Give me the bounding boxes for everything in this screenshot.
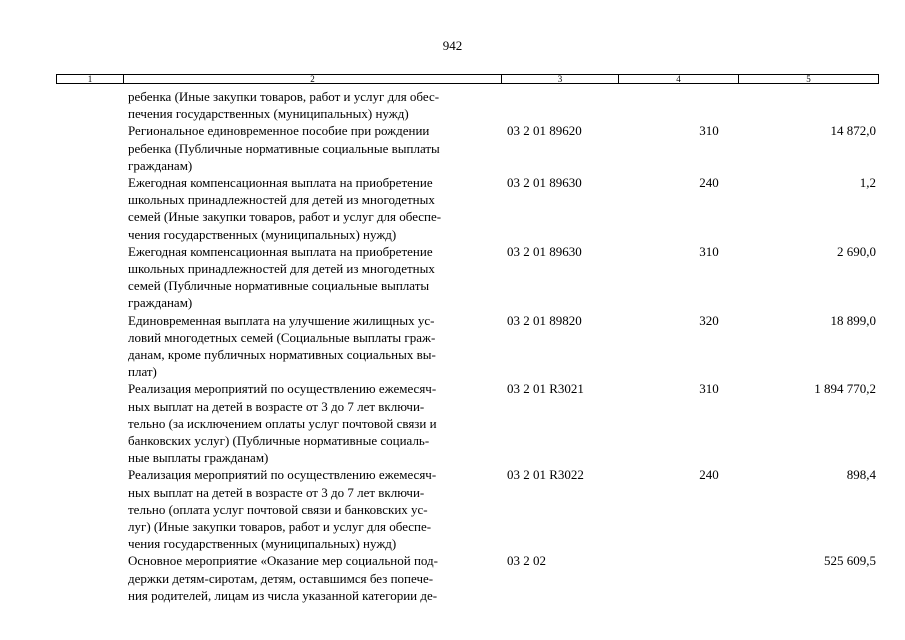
row-amount: 898,4 [846, 467, 876, 483]
row-expense-type [688, 88, 730, 122]
budget-table-body [56, 88, 879, 604]
row-description: Основное мероприятие «Оказание мер социальной под- держки детям-сиротам, детям, оставшимся без попече- ния родителей, лицам из числа указанной категории де- [128, 553, 438, 603]
row-code: 03 2 02 [507, 553, 546, 569]
row-expense-type: 240 [699, 175, 719, 191]
header-col-3: 3 [502, 75, 619, 83]
row-expense-type: 240 [699, 467, 719, 483]
table-header [56, 74, 879, 84]
row-expense-type [688, 552, 730, 604]
header-col-4: 4 [619, 75, 739, 83]
row-amount: 1 894 770,2 [814, 381, 876, 397]
row-expense-type: 310 [699, 381, 719, 397]
row-code: 03 2 01 89630 [507, 243, 582, 259]
row-code: 03 2 01 89630 [507, 175, 582, 191]
table-row [56, 88, 879, 122]
row-description: Региональное единовременное пособие при рождении ребенка (Публичные нормативные социальные выплаты гражданам) [128, 123, 440, 173]
row-amount: 18 899,0 [830, 312, 876, 328]
row-amount: 1,2 [859, 175, 876, 191]
row-description: Единовременная выплата на улучшение жилищных ус- ловий многодетных семей (Социальные выплаты граж- данам, кроме публичных нормативных социальных вы- плат) [128, 312, 436, 380]
row-description: Реализация мероприятий по осуществлению ежемесяч- ных выплат на детей в возрасте от 3 до 7 лет включи- тельно (оплата услуг почтовой связи и банковских ус- луг) (Иные закупки товаров, работ и услуг для обеспе- чения государственных (муниципальных) нужд) [128, 467, 437, 552]
page-number: 942 [442, 38, 463, 53]
row-expense-type: 320 [699, 312, 719, 328]
row-code: 03 2 01 89620 [507, 123, 582, 139]
header-col-5: 5 [806, 74, 811, 84]
row-description: Ежегодная компенсационная выплата на приобретение школьных принадлежностей для детей из многодетных семей (Публичные нормативные социальные выплаты гражданам) [128, 243, 435, 311]
table-row [56, 243, 879, 312]
table-row [56, 380, 879, 466]
header-col-1: 1 [57, 75, 124, 83]
row-code: 03 2 01 R3022 [507, 467, 584, 483]
table-row [56, 122, 879, 174]
row-description: Реализация мероприятий по осуществлению ежемесяч- ных выплат на детей в возрасте от 3 до 7 лет включи- тельно (за исключением оплаты услуг почтовой связи и банковских услуг) (Публичные нормативные социаль- ные выплаты гражданам) [128, 381, 437, 466]
table-row [56, 312, 879, 381]
row-code: 03 2 01 R3021 [507, 381, 584, 397]
row-amount: 525 609,5 [824, 553, 876, 569]
row-amount [730, 88, 879, 122]
row-description: Ежегодная компенсационная выплата на приобретение школьных принадлежностей для детей из многодетных семей (Иные закупки товаров, работ и услуг для обеспе- чения государственных (муниципальных) нужд) [128, 175, 442, 242]
table-row [56, 466, 879, 552]
row-code [493, 88, 643, 122]
row-code: 03 2 01 89820 [507, 312, 582, 328]
table-row [56, 174, 879, 243]
row-expense-type: 310 [699, 123, 719, 139]
row-expense-type: 310 [699, 243, 719, 259]
header-col-2: 2 [124, 75, 502, 83]
row-amount: 14 872,0 [830, 123, 876, 139]
row-description: ребенка (Иные закупки товаров, работ и услуг для обес- печения государственных (муниципальных) нужд) [128, 89, 440, 122]
table-row [56, 552, 879, 604]
row-amount: 2 690,0 [837, 243, 876, 259]
